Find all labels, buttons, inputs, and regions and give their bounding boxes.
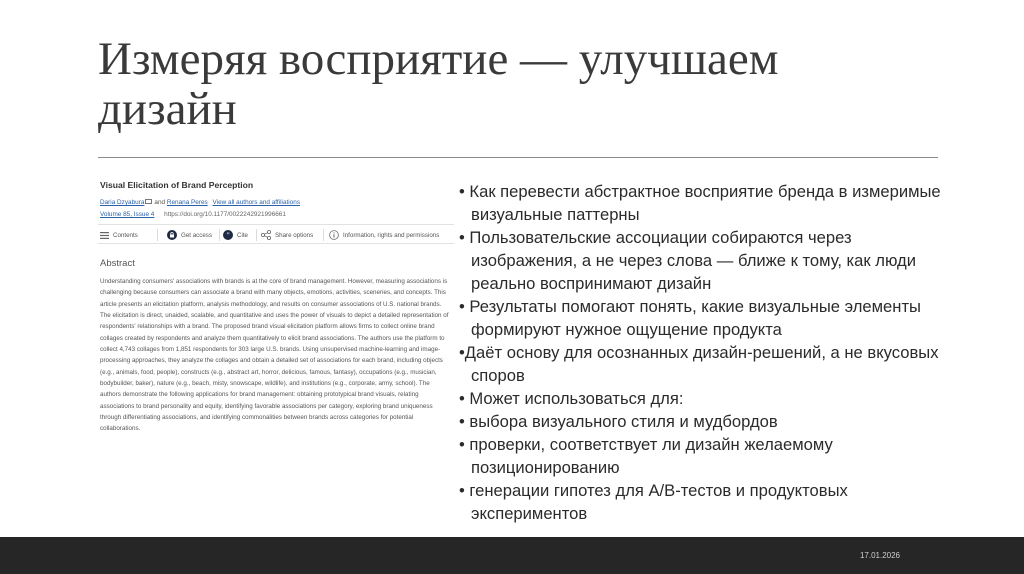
doi-text: https://doi.org/10.1177/0022242921996661 (164, 211, 286, 218)
bullet-continuation: экспериментов (471, 504, 588, 523)
toolbar-separator (256, 229, 257, 241)
bullet-item: • Пользовательские ассоциации собираются через (459, 228, 852, 247)
toolbar-separator (219, 229, 220, 241)
bullet-list (459, 180, 1024, 525)
cite-button[interactable] (223, 229, 248, 241)
bullet-continuation: позиционированию (471, 458, 620, 477)
article-screenshot (98, 176, 454, 486)
volume-link[interactable]: Volume 85, Issue 4 (100, 211, 155, 218)
mail-icon (145, 199, 152, 204)
toolbar-separator (157, 229, 158, 241)
bullet-item: • Может использоваться для: (459, 389, 684, 408)
share-options-button[interactable] (261, 229, 313, 241)
share-options-label: Share options (275, 231, 314, 239)
bullet-continuation: формируют нужное ощущение продукта (471, 320, 782, 339)
lock-icon (167, 230, 177, 240)
bullet-item: • проверки, соответствует ли дизайн желаемому (459, 435, 833, 454)
bullet-continuation: реально воспринимают дизайн (471, 274, 712, 293)
info-icon (329, 230, 339, 240)
bullet-item: • Как перевести абстрактное восприятие бренда в измеримые (459, 182, 941, 201)
slide-title-line-2: дизайн (98, 83, 237, 135)
cite-label: Cite (237, 231, 249, 239)
share-icon (261, 230, 271, 240)
menu-icon (100, 232, 109, 239)
information-rights-label: Information, rights and permissions (343, 231, 440, 239)
slide-title-line-1: Измеряя восприятие — улучшаем (98, 33, 779, 85)
title-divider (98, 157, 938, 158)
contents-button[interactable] (100, 229, 138, 241)
bullet-item: • генерации гипотез для A/B-тестов и продуктовых (459, 481, 848, 500)
bullet-continuation: визуальные паттерны (471, 205, 640, 224)
author-link-2[interactable]: Renana Peres (166, 199, 208, 206)
author-link-1[interactable]: Daria Dzyabura (100, 199, 145, 206)
bullet-item: •Даёт основу для осознанных дизайн-решений, а не вкусовых (459, 343, 939, 362)
slide-title (98, 34, 978, 134)
quote-icon (223, 230, 233, 240)
article-authors (100, 199, 300, 206)
abstract-text: Understanding consumers' associations with brands is at the core of brand management. However, measuring associations is challenging because consumers can associate a brand with many objects, emotions, activities, sceneries, and concepts. This article presents an elicitation platform, analysis methodology, and results on consumer associations of U.S. national brands. The elicitation is direct, unaided, scalable, and quantitative and uses the power of visuals to depict a detailed representation of respondents' relationships with a brand. The proposed brand visual elicitation platform allows firms to collect online brand collages created by respondents and analyze them quantitatively to elicit brand associations. The authors use the platform to collect 4,743 collages from 1,851 respondents for 303 large U.S. brands. Using unsupervised machine-learning and image-processing approaches, they analyze the collages and obtain a detailed set of associations for each brand, including objects (e.g., animals, food, people), constructs (e.g., abstract art, horror, delicious, famous, fantasy), occupations (e.g., musician, bodybuilder, baker), nature (e.g., beach, misty, snowscape, wildlife), and institutions (e.g., corporate, army, school). The authors demonstrate the following applications for brand management: obtaining prototypical brand visuals, relating associations to brand personality and equity, identifying favorable associations per category, exploring brand uniqueness through differentiating associations, and identifying commonalities between brands across categories for potential collaborations. (100, 278, 449, 433)
all-authors-link[interactable]: View all authors and affiliations (212, 199, 301, 206)
get-access-button[interactable] (167, 229, 212, 241)
article-toolbar (98, 224, 454, 244)
get-access-label: Get access (181, 231, 212, 239)
svg-text:”: ” (226, 231, 230, 240)
article-title: Visual Elicitation of Brand Perception (100, 180, 254, 190)
abstract-heading: Abstract (100, 258, 135, 269)
footer-date: 17.01.2026 (859, 551, 900, 560)
article-meta (100, 211, 286, 218)
slide-footer (0, 537, 1024, 574)
bullet-item: • выбора визуального стиля и мудбордов (459, 412, 778, 431)
bullet-continuation: изображения, а не через слова — ближе к тому, как люди (471, 251, 916, 270)
bullet-continuation: споров (471, 366, 525, 385)
toolbar-separator (323, 229, 324, 241)
authors-and: and (154, 199, 166, 206)
information-rights-button[interactable] (329, 229, 439, 241)
bullet-item: • Результаты помогают понять, какие визуальные элементы (459, 297, 921, 316)
contents-label: Contents (113, 231, 138, 239)
